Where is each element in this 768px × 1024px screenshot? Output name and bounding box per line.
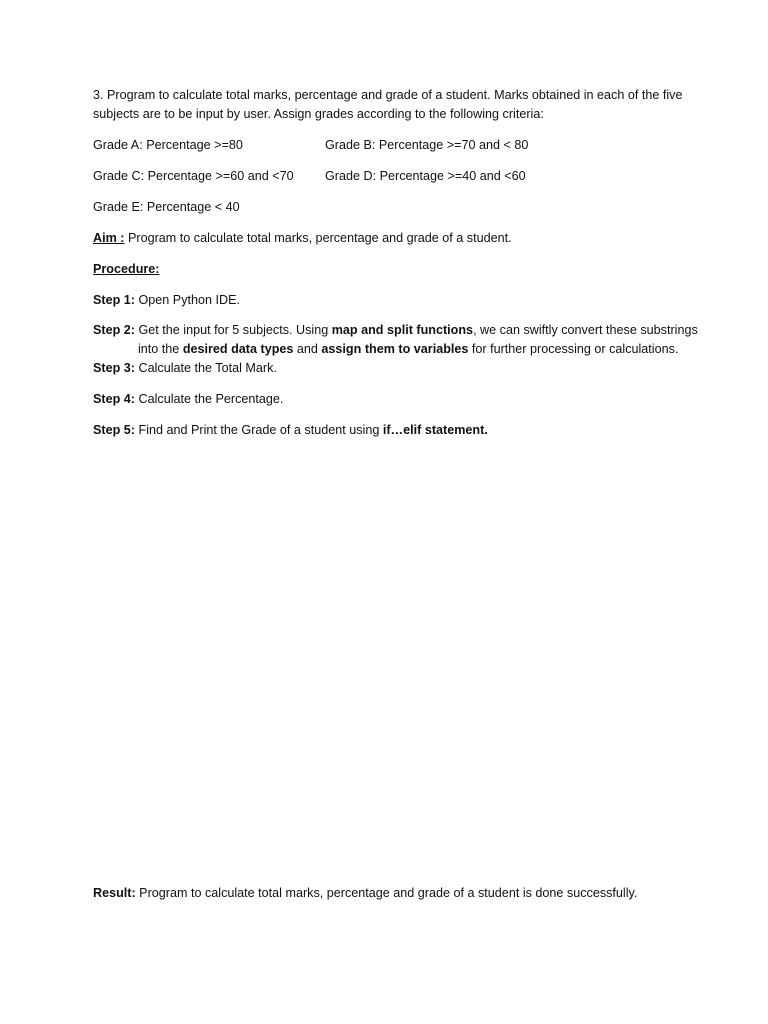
step-2-bold-c: assign them to variables	[321, 342, 469, 356]
step-3-label: Step 3:	[93, 361, 135, 375]
question-text	[93, 86, 723, 124]
step-2-text-c: into the	[138, 342, 183, 356]
step-2-text-e: for further processing or calculations.	[468, 342, 679, 356]
step-1	[93, 291, 723, 310]
grade-c-criterion: Grade C: Percentage >=60 and <70	[93, 169, 294, 183]
step-2-label: Step 2:	[93, 323, 135, 337]
step-2-bold-a: map and split functions	[331, 323, 474, 337]
step-5-label: Step 5:	[93, 423, 135, 437]
result-paragraph	[93, 884, 723, 903]
step-5	[93, 421, 723, 440]
aim-paragraph	[93, 229, 723, 248]
result-label: Result:	[93, 886, 136, 900]
grade-criteria-row-1	[93, 136, 723, 155]
step-4-text: Calculate the Percentage.	[135, 392, 284, 406]
step-4-label: Step 4:	[93, 392, 135, 406]
aim-label: Aim :	[93, 231, 125, 245]
aim-text: Program to calculate total marks, percentage and grade of a student.	[124, 231, 512, 245]
grade-criteria-row-2	[93, 167, 723, 186]
step-2-text-d: and	[293, 342, 322, 356]
procedure-label: Procedure:	[93, 262, 160, 276]
step-1-text: Open Python IDE.	[135, 293, 241, 307]
grade-a-criterion: Grade A: Percentage >=80	[93, 138, 243, 152]
step-2-bold-b: desired data types	[182, 342, 294, 356]
step-2-continuation	[93, 340, 723, 359]
grade-criteria-row-3	[93, 198, 723, 217]
procedure-heading	[93, 260, 723, 279]
step-2-text-a: Get the input for 5 subjects. Using	[135, 323, 332, 337]
grade-b-criterion: Grade B: Percentage >=70 and < 80	[325, 138, 529, 152]
step-3	[93, 359, 723, 378]
step-3-text: Calculate the Total Mark.	[135, 361, 277, 375]
result-text: Program to calculate total marks, percentage and grade of a student is done successfully.	[135, 886, 638, 900]
step-1-label: Step 1:	[93, 293, 135, 307]
step-2	[93, 321, 723, 359]
question-line-2: subjects are to be input by user. Assign grades according to the following criteria:	[93, 107, 544, 121]
step-5-bold: if…elif statement.	[382, 423, 488, 437]
grade-d-criterion: Grade D: Percentage >=40 and <60	[325, 169, 526, 183]
grade-e-criterion: Grade E: Percentage < 40	[93, 200, 240, 214]
step-2-text-b: , we can swiftly convert these substrings	[473, 323, 698, 337]
question-line-1: 3. Program to calculate total marks, percentage and grade of a student. Marks obtained in each of the five	[93, 88, 683, 102]
step-5-text: Find and Print the Grade of a student using	[135, 423, 383, 437]
step-4	[93, 390, 723, 409]
